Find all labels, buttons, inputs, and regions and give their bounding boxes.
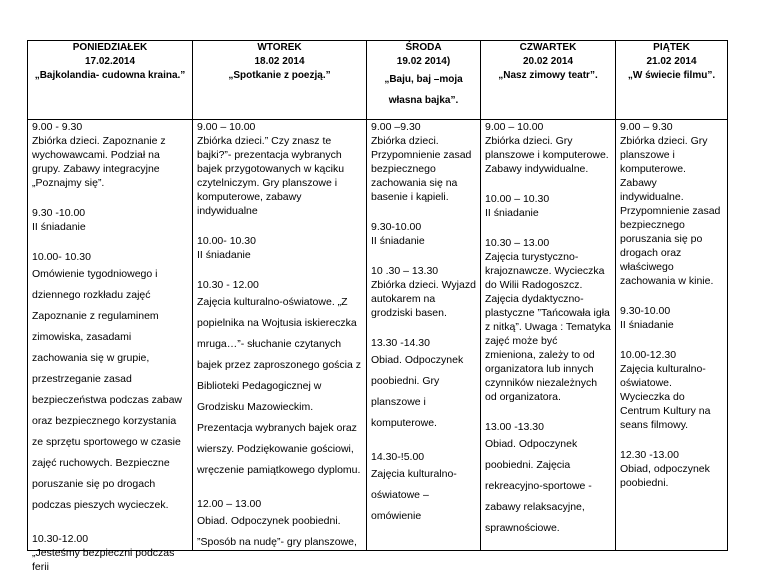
block-time: 14.30-!5.00: [371, 451, 425, 463]
schedule-block: [620, 304, 723, 332]
schedule-block: [32, 532, 188, 574]
block-time: 13.30 -14.30: [371, 337, 430, 349]
block-text: Zbiórka dzieci. Gry planszowe i komputerowe. Zabawy indywidualne.: [485, 135, 609, 175]
day-name: CZWARTEK: [519, 42, 577, 53]
block-text: Zbiórka dzieci. Zapoznanie z wychowawcami. Podział na grupy. Zabawy integracyjne „Poznajmy się”.: [32, 135, 166, 189]
schedule-block: [485, 420, 611, 539]
day-date: 21.02 2014: [646, 56, 697, 67]
block-time: 9.00 – 10.00: [197, 121, 256, 133]
block-text: Zajęcia kulturalno-oświatowe. Wycieczka do Centrum Kultury na seans filmowy.: [620, 363, 711, 431]
block-time: 12.30 -13.00: [620, 449, 679, 461]
schedule-block: [485, 120, 611, 176]
day-name: WTOREK: [257, 42, 302, 53]
block-text: Omówienie tygodniowego i dziennego rozkładu zajęć Zapoznanie z regulaminem zimowiska, zasadami zachowania się w grupie, przestrzeganie zasad bezpieczeństwa podczas zabaw oraz bezpiecznego korzystania ze sprzętu sportowego w czasie zajęć ruchowych. Bezpieczne poruszanie się po drogach podczas pieszych wycieczek.: [32, 268, 183, 511]
block-time: 10.00-12.30: [620, 349, 677, 361]
day-theme: „Baju, baj –moja własna bajka”.: [384, 74, 463, 106]
day-theme: „W świecie filmu”.: [627, 70, 716, 81]
day-schedule-cell: [616, 120, 728, 551]
block-text: Zajęcia kulturalno-oświatowe. „Z popielnika na Wojtusia iskiereczka mruga…”- słuchanie czytanych bajek przez zaproszonego gościa z Biblioteki Pedagogicznej w Grodzisku Mazowieckim. Prezentacja wybranych bajek oraz wierszy. Podziękowanie gościowi, wręczenie pamiątkowego dyplomu.: [197, 296, 362, 476]
day-schedule-cell: [28, 120, 193, 573]
day-date: 17.02.2014: [84, 56, 136, 67]
schedule-block: [197, 278, 362, 481]
day-schedule-cell: [193, 120, 367, 551]
block-time: 10 .30 – 13.30: [371, 265, 439, 277]
schedule-block: [197, 234, 362, 262]
block-time: 12.00 – 13.00: [197, 498, 262, 510]
schedule-block: [620, 348, 723, 432]
schedule-block: [620, 448, 723, 490]
schedule-row: [28, 120, 728, 551]
block-time: 10.30 – 13.00: [485, 237, 550, 249]
block-time: 9.00 – 9.30: [620, 121, 673, 133]
block-time: 10.30-12.00: [32, 533, 89, 545]
block-text: II śniadanie: [197, 249, 251, 261]
block-time: 10.00- 10.30: [197, 235, 256, 247]
block-text: Zbiórka dzieci. Wyjazd autokarem na grodziski basen.: [371, 279, 476, 319]
schedule-block: [371, 120, 476, 204]
block-text: II śniadanie: [32, 221, 86, 233]
day-date: 19.02 2014): [396, 56, 451, 67]
day-name: PONIEDZIAŁEK: [72, 42, 148, 53]
schedule-block: [371, 336, 476, 434]
schedule-block: [371, 450, 476, 527]
day-theme: „Bajkolandia- cudowna kraina.”: [34, 70, 186, 81]
day-name: ŚRODA: [405, 42, 442, 53]
header-row: [28, 41, 728, 120]
block-text: Obiad. Odpoczynek poobiedni. Gry planszowe i komputerowe.: [371, 354, 464, 429]
block-text: II śniadanie: [371, 235, 425, 247]
day-header: [616, 41, 728, 120]
block-time: 9.30-10.00: [371, 221, 422, 233]
day-date: 18.02 2014: [254, 56, 305, 67]
day-schedule-cell: [367, 120, 481, 551]
schedule-block: [32, 206, 188, 234]
block-text: „Jesteśmy bezpieczni podczas ferii: [32, 547, 175, 573]
block-text: Obiad, odpoczynek poobiedni.: [620, 463, 710, 489]
block-time: 9.00 –9.30: [371, 121, 421, 133]
block-text: Zbiórka dzieci.” Czy znasz te bajki?”- prezentacja wybranych bajek przygotowanych w kąciku czytelniczym. Gry planszowe i komputerowe, zabawy indywidualne: [197, 135, 345, 217]
day-header: [193, 41, 367, 120]
day-theme: „Nasz zimowy teatr”.: [498, 70, 598, 81]
schedule-block: [371, 264, 476, 320]
block-text: Obiad. Odpoczynek poobiedni. Zajęcia rekreacyjno-sportowe - zabawy relaksacyjne, sprawnościowe.: [485, 438, 592, 534]
block-time: 13.00 -13.30: [485, 421, 544, 433]
block-time: 10.00- 10.30: [32, 251, 91, 263]
schedule-block: [620, 120, 723, 288]
schedule-table: [27, 40, 728, 573]
schedule-block: [32, 250, 188, 516]
schedule-block: [485, 192, 611, 220]
block-time: 9.00 - 9.30: [32, 121, 83, 133]
block-text: Zbiórka dzieci. Gry planszowe i komputerowe. Zabawy indywidualne. Przypomnienie zasad bezpiecznego poruszania się po drogach oraz właściwego zachowania w kinie.: [620, 135, 721, 287]
day-name: PIĄTEK: [653, 42, 690, 53]
day-header: [28, 41, 193, 120]
block-text: Zbiórka dzieci. Przypomnienie zasad bezpiecznego zachowania się na basenie i kąpieli.: [371, 135, 472, 203]
block-text: II śniadanie: [620, 319, 674, 331]
day-header: [367, 41, 481, 120]
schedule-block: [485, 236, 611, 404]
block-time: 9.30 -10.00: [32, 207, 86, 219]
day-theme: „Spotkanie z poezją.”: [228, 70, 331, 81]
block-time: 10.00 – 10.30: [485, 193, 550, 205]
schedule-block: [197, 497, 362, 553]
schedule-block: [32, 120, 188, 190]
block-text: Obiad. Odpoczynek poobiedni. ”Sposób na nudę”- gry planszowe,: [197, 515, 357, 548]
block-text: Zajęcia kulturalno-oświatowe – omówienie: [371, 468, 457, 522]
day-schedule-cell: [481, 120, 616, 551]
block-text: II śniadanie: [485, 207, 539, 219]
day-header: [481, 41, 616, 120]
block-time: 9.30-10.00: [620, 305, 671, 317]
day-date: 20.02 2014: [522, 56, 574, 67]
block-time: 9.00 – 10.00: [485, 121, 544, 133]
block-text: Zajęcia turystyczno-krajoznawcze. Wycieczka do Wilii Radogoszcz. Zajęcia dydaktyczno-plastyczne ”Tańcowała igła z nitką”. Uwaga : Tematyka zajęć może być zmieniona, zależy to od organizatora lub innych czynników niezależnych od organizatora.: [485, 251, 611, 403]
block-time: 10.30 - 12.00: [197, 279, 259, 291]
schedule-block: [197, 120, 362, 218]
schedule-block: [371, 220, 476, 248]
